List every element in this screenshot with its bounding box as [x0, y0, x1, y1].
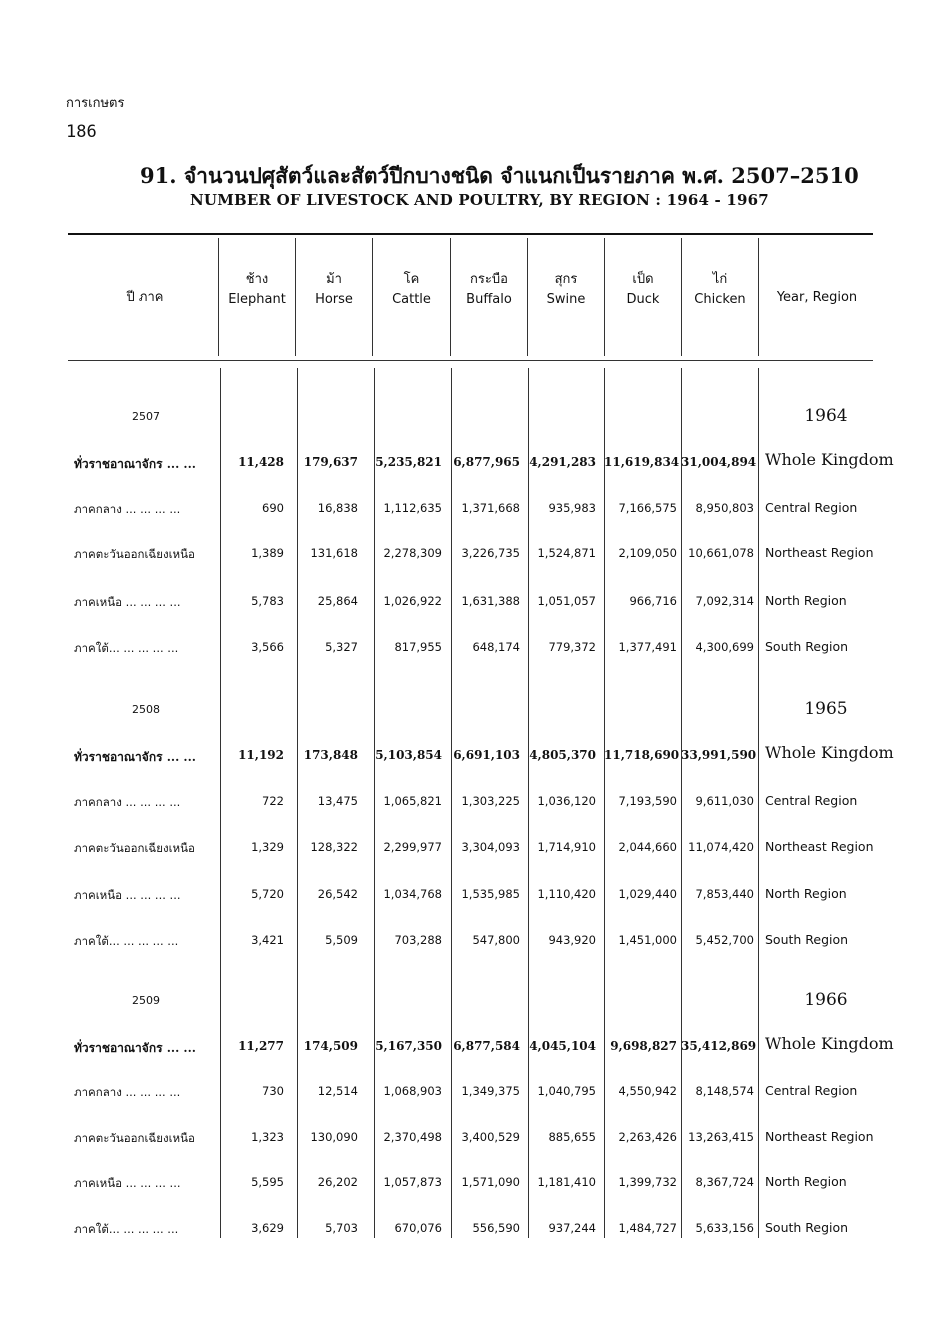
buffalo-value: 1,349,375	[461, 1084, 520, 1098]
elephant-value: 690	[262, 501, 284, 515]
swine-value: 4,291,283	[529, 455, 596, 469]
chicken-value: 4,300,699	[695, 640, 754, 654]
region-english: South Region	[765, 932, 849, 947]
table-row	[0, 591, 941, 613]
region-english: North Region	[765, 593, 847, 608]
table-row	[0, 837, 941, 859]
elephant-value: 11,277	[238, 1039, 284, 1053]
table-row	[0, 1127, 941, 1149]
elephant-value: 1,329	[251, 840, 284, 854]
header-buffalo: กระบือ Buffalo	[466, 272, 512, 307]
chicken-value: 11,074,420	[688, 840, 754, 854]
cattle-value: 1,065,821	[383, 794, 442, 808]
elephant-value: 730	[262, 1084, 284, 1098]
swine-value: 935,983	[548, 501, 596, 515]
region-thai: ภาคเหนือ ... ... ... ...	[74, 595, 181, 609]
page-number: 186	[66, 122, 97, 142]
swine-value: 885,655	[548, 1130, 596, 1144]
region-english: North Region	[765, 886, 847, 901]
chicken-value: 8,367,724	[695, 1175, 754, 1189]
swine-value: 4,805,370	[529, 748, 596, 762]
region-thai: ภาคเหนือ ... ... ... ...	[74, 1176, 181, 1190]
cattle-value: 2,278,309	[383, 546, 442, 560]
duck-value: 7,166,575	[618, 501, 677, 515]
buffalo-value: 547,800	[472, 933, 520, 947]
header-year-region-english: Year, Region	[776, 290, 858, 305]
elephant-value: 3,629	[251, 1221, 284, 1235]
table-row	[0, 1218, 941, 1240]
region-english: Central Region	[765, 793, 858, 808]
duck-value: 4,550,942	[618, 1084, 677, 1098]
region-thai: ทั่วราชอาณาจักร ... ...	[74, 1041, 196, 1055]
swine-value: 1,181,410	[537, 1175, 596, 1189]
elephant-value: 722	[262, 794, 284, 808]
region-english: South Region	[765, 1220, 849, 1235]
header-bottom-rule	[68, 360, 873, 361]
horse-value: 25,864	[317, 594, 358, 608]
swine-value: 1,051,057	[537, 594, 596, 608]
table-title-thai: 91. จำนวนปศุสัตว์และสัตว์ปีกบางชนิด จำแนกเป็นรายภาค พ.ศ. 2507–2510	[140, 163, 859, 188]
swine-value: 1,040,795	[537, 1084, 596, 1098]
region-english: Central Region	[765, 500, 858, 515]
region-thai: ภาคตะวันออกเฉียงเหนือ	[74, 547, 195, 561]
swine-value: 1,714,910	[537, 840, 596, 854]
swine-value: 1,036,120	[537, 794, 596, 808]
horse-value: 13,475	[317, 794, 358, 808]
buffalo-value: 1,303,225	[461, 794, 520, 808]
elephant-value: 3,566	[251, 640, 284, 654]
region-english: North Region	[765, 1174, 847, 1189]
cattle-value: 703,288	[394, 933, 442, 947]
buffalo-value: 1,535,985	[461, 887, 520, 901]
cattle-value: 5,103,854	[375, 748, 442, 762]
header-elephant: ช้าง Elephant	[228, 272, 286, 307]
region-english: Northeast Region	[765, 1129, 874, 1144]
elephant-value: 1,323	[251, 1130, 284, 1144]
region-english: Central Region	[765, 1083, 858, 1098]
cattle-value: 1,034,768	[383, 887, 442, 901]
duck-value: 2,044,660	[618, 840, 677, 854]
year-thai: 2509	[132, 994, 160, 1007]
swine-value: 1,110,420	[537, 887, 596, 901]
horse-value: 179,637	[303, 455, 358, 469]
duck-value: 1,377,491	[618, 640, 677, 654]
duck-value: 2,109,050	[618, 546, 677, 560]
duck-value: 11,718,690	[604, 748, 680, 762]
header-chicken: ไก่ Chicken	[694, 272, 746, 307]
elephant-value: 5,595	[251, 1175, 284, 1189]
buffalo-value: 1,631,388	[461, 594, 520, 608]
elephant-value: 11,192	[238, 748, 284, 762]
table-row	[0, 791, 941, 813]
table-row	[0, 1172, 941, 1194]
buffalo-value: 6,877,584	[453, 1039, 520, 1053]
header-duck: เป็ด Duck	[626, 272, 660, 307]
running-header: การเกษตร	[66, 96, 125, 111]
buffalo-value: 6,877,965	[453, 455, 520, 469]
duck-value: 1,029,440	[618, 887, 677, 901]
region-english: Whole Kingdom	[765, 743, 894, 762]
region-thai: ภาคกลาง ... ... ... ...	[74, 795, 181, 809]
table-row	[0, 543, 941, 565]
horse-value: 26,542	[317, 887, 358, 901]
header-swine: สุกร Swine	[546, 272, 586, 307]
region-thai: ภาคกลาง ... ... ... ...	[74, 1085, 181, 1099]
region-thai: ทั่วราชอาณาจักร ... ...	[74, 457, 196, 471]
chicken-value: 13,263,415	[688, 1130, 754, 1144]
header-year-region-thai: ปี ภาค	[126, 290, 164, 305]
region-english: Whole Kingdom	[765, 1034, 894, 1053]
buffalo-value: 648,174	[472, 640, 520, 654]
horse-value: 16,838	[317, 501, 358, 515]
horse-value: 26,202	[317, 1175, 358, 1189]
duck-value: 966,716	[629, 594, 677, 608]
cattle-value: 817,955	[394, 640, 442, 654]
chicken-value: 7,853,440	[695, 887, 754, 901]
chicken-value: 7,092,314	[695, 594, 754, 608]
duck-value: 1,451,000	[618, 933, 677, 947]
header-cattle: โค Cattle	[392, 272, 431, 307]
buffalo-value: 1,371,668	[461, 501, 520, 515]
swine-value: 779,372	[548, 640, 596, 654]
swine-value: 4,045,104	[529, 1039, 596, 1053]
duck-value: 11,619,834	[604, 455, 680, 469]
header-horse: ม้า Horse	[315, 272, 353, 307]
cattle-value: 1,068,903	[383, 1084, 442, 1098]
year-english: 1966	[804, 990, 848, 1010]
table-row	[0, 452, 941, 474]
chicken-value: 5,633,156	[695, 1221, 754, 1235]
table-top-rule	[68, 233, 873, 235]
cattle-value: 5,167,350	[375, 1039, 442, 1053]
year-thai: 2508	[132, 703, 160, 716]
region-english: South Region	[765, 639, 849, 654]
horse-value: 131,618	[310, 546, 358, 560]
buffalo-value: 3,400,529	[461, 1130, 520, 1144]
horse-value: 5,509	[325, 933, 358, 947]
region-thai: ภาคใต้... ... ... ... ...	[74, 934, 179, 948]
horse-value: 174,509	[303, 1039, 358, 1053]
elephant-value: 11,428	[238, 455, 284, 469]
duck-value: 9,698,827	[610, 1039, 677, 1053]
chicken-value: 35,412,869	[681, 1039, 757, 1053]
table-title-english: NUMBER OF LIVESTOCK AND POULTRY, BY REGION : 1964 - 1967	[190, 191, 769, 209]
buffalo-value: 6,691,103	[453, 748, 520, 762]
cattle-value: 5,235,821	[375, 455, 442, 469]
column-divider	[758, 238, 759, 356]
table-row	[0, 884, 941, 906]
swine-value: 943,920	[548, 933, 596, 947]
table-row	[0, 930, 941, 952]
horse-value: 5,703	[325, 1221, 358, 1235]
buffalo-value: 3,226,735	[461, 546, 520, 560]
cattle-value: 2,370,498	[383, 1130, 442, 1144]
swine-value: 1,524,871	[537, 546, 596, 560]
horse-value: 5,327	[325, 640, 358, 654]
table-row	[0, 637, 941, 659]
buffalo-value: 556,590	[472, 1221, 520, 1235]
region-english: Whole Kingdom	[765, 450, 894, 469]
buffalo-value: 1,571,090	[461, 1175, 520, 1189]
elephant-value: 1,389	[251, 546, 284, 560]
cattle-value: 1,057,873	[383, 1175, 442, 1189]
elephant-value: 5,720	[251, 887, 284, 901]
duck-value: 2,263,426	[618, 1130, 677, 1144]
buffalo-value: 3,304,093	[461, 840, 520, 854]
chicken-value: 31,004,894	[681, 455, 757, 469]
region-english: Northeast Region	[765, 545, 874, 560]
region-thai: ทั่วราชอาณาจักร ... ...	[74, 750, 196, 764]
year-thai: 2507	[132, 410, 160, 423]
chicken-value: 8,950,803	[695, 501, 754, 515]
elephant-value: 3,421	[251, 933, 284, 947]
duck-value: 1,399,732	[618, 1175, 677, 1189]
cattle-value: 2,299,977	[383, 840, 442, 854]
chicken-value: 10,661,078	[688, 546, 754, 560]
region-thai: ภาคกลาง ... ... ... ...	[74, 502, 181, 516]
duck-value: 7,193,590	[618, 794, 677, 808]
region-thai: ภาคใต้... ... ... ... ...	[74, 641, 179, 655]
chicken-value: 8,148,574	[695, 1084, 754, 1098]
horse-value: 173,848	[303, 748, 358, 762]
cattle-value: 1,112,635	[383, 501, 442, 515]
swine-value: 937,244	[548, 1221, 596, 1235]
table-row	[0, 1036, 941, 1058]
region-thai: ภาคเหนือ ... ... ... ...	[74, 888, 181, 902]
chicken-value: 33,991,590	[681, 748, 757, 762]
region-thai: ภาคตะวันออกเฉียงเหนือ	[74, 1131, 195, 1145]
table-row	[0, 745, 941, 767]
chicken-value: 5,452,700	[695, 933, 754, 947]
region-english: Northeast Region	[765, 839, 874, 854]
region-thai: ภาคใต้... ... ... ... ...	[74, 1222, 179, 1236]
horse-value: 130,090	[310, 1130, 358, 1144]
table-row	[0, 1081, 941, 1103]
duck-value: 1,484,727	[618, 1221, 677, 1235]
chicken-value: 9,611,030	[695, 794, 754, 808]
horse-value: 128,322	[310, 840, 358, 854]
elephant-value: 5,783	[251, 594, 284, 608]
year-english: 1964	[804, 406, 848, 426]
cattle-value: 1,026,922	[383, 594, 442, 608]
cattle-value: 670,076	[394, 1221, 442, 1235]
region-thai: ภาคตะวันออกเฉียงเหนือ	[74, 841, 195, 855]
horse-value: 12,514	[317, 1084, 358, 1098]
table-row	[0, 498, 941, 520]
year-english: 1965	[804, 699, 848, 719]
